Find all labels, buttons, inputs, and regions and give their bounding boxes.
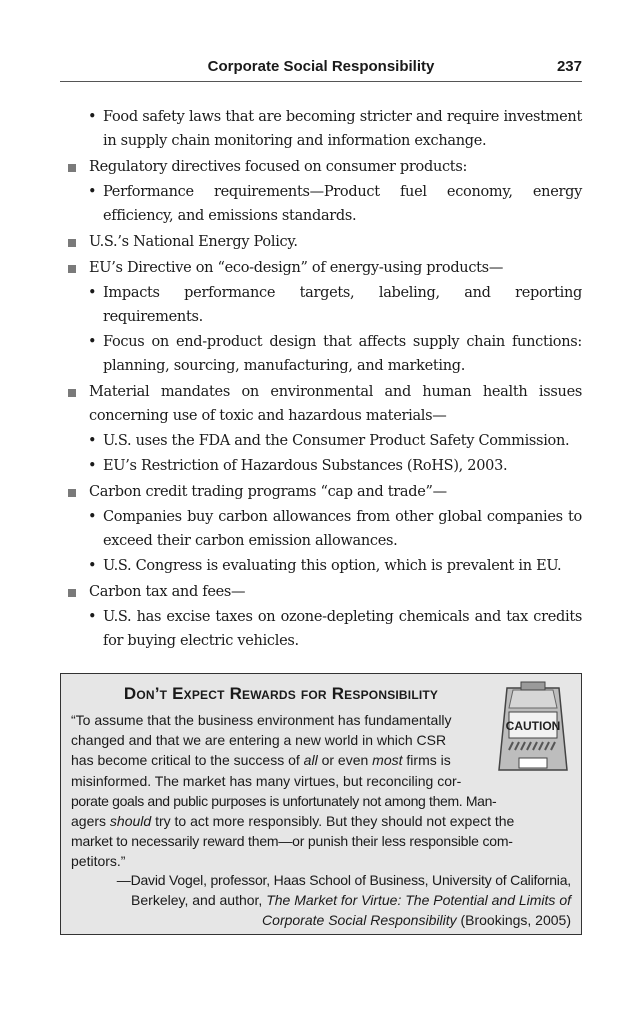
- bullet-icon: •: [88, 509, 97, 525]
- quote-line: agers should try to act more responsibly. But they should not expect the: [71, 813, 515, 830]
- attribution-line: —David Vogel, professor, Haas School of Business, University of California,: [116, 872, 571, 888]
- list-item-text: Food safety laws that are becoming stricter and require investment in supply chain monitoring and information exchange.: [103, 109, 582, 149]
- sub-list-item: [66, 429, 582, 453]
- sub-list-item: [66, 105, 582, 153]
- list-item: [66, 380, 582, 428]
- list-item: [66, 480, 582, 504]
- caution-sign-text: CAUTION: [505, 719, 561, 733]
- sub-list-item: [66, 330, 582, 378]
- sub-list-item: [66, 605, 582, 653]
- running-header-title: Corporate Social Responsibility: [207, 58, 435, 75]
- list-item-text: U.S.’s National Energy Policy.: [89, 234, 298, 250]
- quote-line: petitors.”: [71, 853, 126, 870]
- quote-line: “To assume that the business environment has fundamentally: [71, 712, 452, 728]
- bullet-icon: •: [88, 184, 97, 200]
- sidebar-title: Don’t Expect Rewards for Responsibility: [123, 684, 439, 703]
- bullet-icon: •: [88, 458, 97, 474]
- bullet-icon: •: [88, 285, 97, 301]
- bullet-icon: •: [88, 558, 97, 574]
- square-bullet-icon: [68, 164, 76, 172]
- bullet-icon: •: [88, 334, 97, 350]
- quote-line: market to necessarily reward them—or punish their less responsible com-: [71, 833, 513, 850]
- running-header: [60, 56, 582, 82]
- sub-list-item: [66, 180, 582, 228]
- square-bullet-icon: [68, 389, 76, 397]
- square-bullet-icon: [68, 589, 76, 597]
- list-item-text: Companies buy carbon allowances from other global companies to exceed their carbon emission allowances.: [103, 509, 582, 549]
- list-item: [66, 256, 582, 280]
- square-bullet-icon: [68, 239, 76, 247]
- list-item-text: EU’s Restriction of Hazardous Substances (RoHS), 2003.: [103, 458, 508, 474]
- square-bullet-icon: [68, 489, 76, 497]
- list-item: [66, 230, 582, 254]
- page-number: 237: [556, 58, 582, 75]
- sidebar-box: [60, 673, 582, 935]
- bullet-icon: •: [88, 609, 97, 625]
- quote-line: misinformed. The market has many virtues, but reconciling cor-: [71, 772, 462, 789]
- list-item-text: Material mandates on environmental and human health issues concerning use of toxic and hazardous materials—: [89, 384, 582, 424]
- bullet-icon: •: [88, 109, 97, 125]
- book-title: The Market for Virtue: The Potential and Limits of Corporate Social Responsibility: [262, 892, 571, 929]
- list-item: [66, 155, 582, 179]
- square-bullet-icon: [68, 265, 76, 273]
- list-item-text: U.S. has excise taxes on ozone-depleting chemicals and tax credits for buying electric vehicles.: [103, 609, 582, 649]
- list-item-text: Impacts performance targets, labeling, and reporting requirements.: [103, 285, 582, 325]
- quote-line: porate goals and public purposes is unfortunately not among them. Man-: [71, 792, 497, 809]
- list-item-text: Carbon tax and fees—: [89, 584, 246, 600]
- list-item-text: EU’s Directive on “eco-design” of energy-using products—: [89, 260, 504, 276]
- list-item-text: Regulatory directives focused on consumer products:: [89, 159, 468, 175]
- list-item-text: Carbon credit trading programs “cap and trade”—: [89, 484, 447, 500]
- list-item-text: Performance requirements—Product fuel economy, energy efficiency, and emissions standards.: [103, 184, 582, 224]
- sidebar-quote: [71, 710, 571, 872]
- bullet-list: [66, 104, 582, 653]
- sub-list-item: [66, 281, 582, 329]
- list-item-text: U.S. uses the FDA and the Consumer Product Safety Commission.: [103, 433, 570, 449]
- quote-line: has become critical to the success of all or even most firms is: [71, 752, 451, 769]
- quote-line: changed and that we are entering a new world in which CSR: [71, 732, 447, 749]
- bullet-icon: •: [88, 433, 97, 449]
- list-item-text: Focus on end-product design that affects supply chain functions: planning, sourcing, manufacturing, and marketing.: [103, 334, 582, 374]
- list-item-text: U.S. Congress is evaluating this option, which is prevalent in EU.: [103, 558, 562, 574]
- sidebar-attribution: [71, 870, 571, 931]
- sub-list-item: [66, 554, 582, 578]
- list-item: [66, 580, 582, 604]
- sub-list-item: [66, 505, 582, 553]
- sub-list-item: [66, 454, 582, 478]
- publisher: (Brookings, 2005): [460, 912, 571, 929]
- attribution-line: Berkeley, and author,: [131, 892, 263, 909]
